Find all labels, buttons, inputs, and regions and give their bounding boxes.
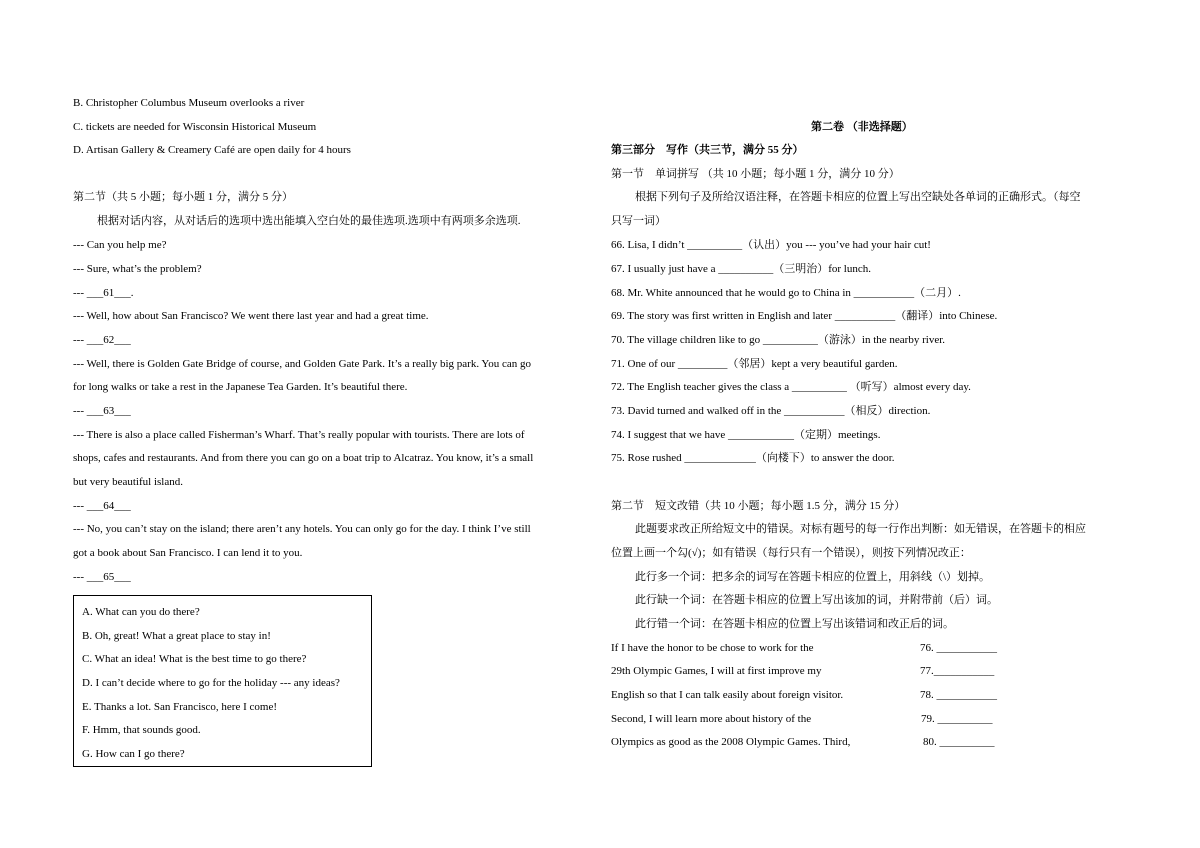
dialogue-line: but very beautiful island.: [73, 476, 183, 488]
box-option-c: C. What an idea! What is the best time to go there?: [82, 653, 307, 665]
spelling-item-67: 67. I usually just have a __________（三明治）for lunch.: [611, 263, 871, 275]
sec1-instruction: 根据下列句子及所给汉语注释，在答题卡相应的位置上写出空缺处各单词的正确形式。（每空: [635, 191, 1081, 203]
option-d-prev: D. Artisan Gallery & Creamery Café are open daily for 4 hours: [73, 144, 351, 156]
spelling-item-74: 74. I suggest that we have ____________（定期）meetings.: [611, 429, 881, 441]
box-option-f: F. Hmm, that sounds good.: [82, 724, 201, 736]
dialogue-line: --- Can you help me?: [73, 239, 167, 251]
spelling-item-75: 75. Rose rushed _____________（向楼下）to answer the door.: [611, 452, 895, 464]
box-option-a: A. What can you do there?: [82, 606, 200, 618]
options-box: [73, 595, 372, 767]
passage-line: English so that I can talk easily about foreign visitor.: [611, 689, 844, 701]
sec2-instruction: 此行多一个词：把多余的词写在答题卡相应的位置上，用斜线（\）划掉。: [635, 571, 991, 583]
box-option-g: G. How can I go there?: [82, 748, 185, 760]
spelling-item-66: 66. Lisa, I didn’t __________（认出）you --- you’ve had your hair cut!: [611, 239, 931, 251]
volume-title: 第二卷 （非选择题）: [811, 121, 913, 133]
dialogue-line: --- Sure, what’s the problem?: [73, 263, 202, 275]
dialogue-blank-61: --- ___61___.: [73, 287, 134, 299]
box-option-b: B. Oh, great! What a great place to stay in!: [82, 630, 271, 642]
dialogue-line: shops, cafes and restaurants. And from there you can go on a boat trip to Alcatraz. You know, it’s a small: [73, 452, 534, 464]
sec2-instruction: 位置上画一个勾(√)；如有错误（每行只有一个错误），则按下列情况改正：: [611, 547, 971, 559]
answer-blank-77: 77.___________: [920, 665, 995, 677]
sec2-instruction: 此题要求改正所给短文中的错误。对标有题号的每一行作出判断：如无错误，在答题卡的相应: [635, 523, 1086, 535]
passage-line: Second, I will learn more about history of the: [611, 713, 812, 725]
box-option-d: D. I can’t decide where to go for the holiday --- any ideas?: [82, 677, 340, 689]
sec1-heading: 第一节 单词拼写 （共 10 小题；每小题 1 分，满分 10 分）: [611, 168, 900, 180]
passage-line: Olympics as good as the 2008 Olympic Games. Third,: [611, 736, 851, 748]
dialogue-line: for long walks or take a rest in the Japanese Tea Garden. It’s beautiful there.: [73, 381, 408, 393]
dialogue-line: --- No, you can’t stay on the island; there aren’t any hotels. You can only go for the day. I think I’ve still: [73, 523, 531, 535]
dialogue-line: --- There is also a place called Fisherman’s Wharf. That’s really popular with tourists. There are lots of: [73, 429, 525, 441]
answer-blank-78: 78. ___________: [920, 689, 997, 701]
passage-line: If I have the honor to be chose to work for the: [611, 642, 814, 654]
spelling-item-70: 70. The village children like to go __________（游泳）in the nearby river.: [611, 334, 946, 346]
answer-blank-80: 80. __________: [923, 736, 995, 748]
option-c-prev: C. tickets are needed for Wisconsin Historical Museum: [73, 121, 317, 133]
dialogue-line: got a book about San Francisco. I can lend it to you.: [73, 547, 303, 559]
sec2-heading: 第二节 短文改错（共 10 小题；每小题 1.5 分，满分 15 分）: [611, 500, 906, 512]
dialogue-line: --- Well, there is Golden Gate Bridge of course, and Golden Gate Park. It’s a really big park. You can go: [73, 358, 532, 370]
dialogue-line: --- Well, how about San Francisco? We went there last year and had a great time.: [73, 310, 429, 322]
sec2-instruction: 此行错一个词：在答题卡相应的位置上写出该错词和改正后的词。: [635, 618, 954, 630]
section2-instruction: 根据对话内容，从对话后的选项中选出能填入空白处的最佳选项.选项中有两项多余选项.: [97, 215, 521, 227]
passage-line: 29th Olympic Games, I will at first improve my: [611, 665, 822, 677]
sec1-instruction-cont: 只写一词）: [611, 215, 666, 227]
dialogue-blank-63: --- ___63___: [73, 405, 131, 417]
answer-blank-79: 79. __________: [921, 713, 993, 725]
spelling-item-69: 69. The story was first written in English and later ___________（翻译）into Chinese.: [611, 310, 998, 322]
spelling-item-68: 68. Mr. White announced that he would go to China in ___________（二月）.: [611, 287, 961, 299]
spelling-item-71: 71. One of our _________（邻居）kept a very beautiful garden.: [611, 358, 898, 370]
section2-heading: 第二节（共 5 小题；每小题 1 分，满分 5 分）: [73, 191, 293, 203]
dialogue-blank-64: --- ___64___: [73, 500, 131, 512]
dialogue-blank-62: --- ___62___: [73, 334, 131, 346]
part3-heading: 第三部分 写作（共三节，满分 55 分）: [611, 144, 804, 156]
option-b-prev: B. Christopher Columbus Museum overlooks a river: [73, 97, 305, 109]
spelling-item-73: 73. David turned and walked off in the ___________（相反）direction.: [611, 405, 931, 417]
answer-blank-76: 76. ___________: [920, 642, 997, 654]
dialogue-blank-65: --- ___65___: [73, 571, 131, 583]
spelling-item-72: 72. The English teacher gives the class a __________ （听写）almost every day.: [611, 381, 971, 393]
box-option-e: E. Thanks a lot. San Francisco, here I come!: [82, 701, 277, 713]
sec2-instruction: 此行缺一个词：在答题卡相应的位置上写出该加的词，并附带前（后）词。: [635, 594, 998, 606]
